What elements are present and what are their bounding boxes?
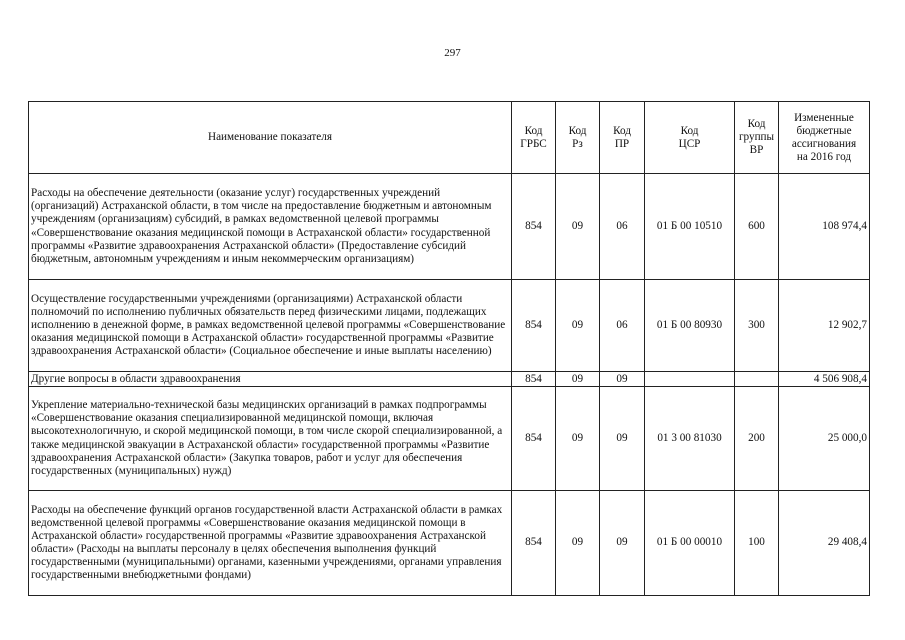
row-name: Расходы на обеспечение функций органов государственной власти Астраханской области в рамках ведомственной целевой программы «Совершенствование оказания медицинской помощи в Астраханской области» государственной программы «Развитие здравоохранения Астраханской области» (Расходы на выплаты персоналу в целях обеспечения выполнения функций государственными (муниципальными) органами, казенными учреждениями, органами управления государственными внебюджетными фондами) (29, 491, 512, 596)
header-rz: Код Рз (556, 102, 600, 174)
row-pr: 06 (600, 174, 645, 280)
table-row (29, 280, 870, 372)
row-amount: 4 506 908,4 (779, 372, 870, 387)
row-grbs: 854 (512, 372, 556, 387)
row-rz: 09 (556, 387, 600, 491)
row-pr: 09 (600, 491, 645, 596)
row-pr: 09 (600, 387, 645, 491)
header-name: Наименование показателя (29, 102, 512, 174)
row-amount: 29 408,4 (779, 491, 870, 596)
row-amount: 12 902,7 (779, 280, 870, 372)
row-amount: 25 000,0 (779, 387, 870, 491)
row-csr (645, 372, 735, 387)
table-header-row (29, 102, 870, 174)
row-vr: 100 (735, 491, 779, 596)
row-name: Расходы на обеспечение деятельности (оказание услуг) государственных учреждений (организаций) Астраханской области, в том числе на предоставление бюджетным и автономным учреждениям (организациям) субсидий, в рамках ведомственной целевой программы «Совершенствование оказания медицинской помощи в Астраханской области» государственной программы «Развитие здравоохранения Астраханской области» (Предоставление субсидий бюджетным, автономным учреждениям и иным некоммерческим организациям) (29, 174, 512, 280)
row-csr: 01 3 00 81030 (645, 387, 735, 491)
header-vr: Код группы ВР (735, 102, 779, 174)
row-rz: 09 (556, 491, 600, 596)
row-grbs: 854 (512, 387, 556, 491)
row-rz: 09 (556, 372, 600, 387)
row-rz: 09 (556, 280, 600, 372)
row-pr: 09 (600, 372, 645, 387)
row-grbs: 854 (512, 491, 556, 596)
header-pr: Код ПР (600, 102, 645, 174)
table-row (29, 174, 870, 280)
row-csr: 01 Б 00 00010 (645, 491, 735, 596)
page-number: 297 (444, 47, 461, 59)
row-vr: 600 (735, 174, 779, 280)
row-vr: 300 (735, 280, 779, 372)
table-row (29, 491, 870, 596)
row-grbs: 854 (512, 174, 556, 280)
row-name: Осуществление государственными учреждениями (организациями) Астраханской области полномочий по исполнению публичных обязательств перед физическими лицами, подлежащих исполнению в денежной форме, в рамках ведомственной целевой программы «Совершенствование оказания медицинской помощи в Астраханской области» государственной программы «Развитие здравоохранения Астраханской области» (Социальное обеспечение и иные выплаты населению) (29, 280, 512, 372)
row-name: Укрепление материально-технической базы медицинских организаций в рамках подпрограммы «Совершенствование оказания специализированной медицинской помощи, включая высокотехнологичную, и скорой медицинской помощи, в том числе скорой специализированной, а также медицинской эвакуации в Астраханской области» государственной программы «Развитие здравоохранения Астраханской области» (Закупка товаров, работ и услуг для обеспечения государственных (муниципальных) нужд) (29, 387, 512, 491)
budget-table (28, 101, 870, 596)
row-pr: 06 (600, 280, 645, 372)
header-amount: Измененные бюджетные ассигнования на 2016 год (779, 102, 870, 174)
row-amount: 108 974,4 (779, 174, 870, 280)
row-name: Другие вопросы в области здравоохранения (29, 372, 512, 387)
row-grbs: 854 (512, 280, 556, 372)
row-vr (735, 372, 779, 387)
table-row (29, 387, 870, 491)
row-csr: 01 Б 00 80930 (645, 280, 735, 372)
row-vr: 200 (735, 387, 779, 491)
row-rz: 09 (556, 174, 600, 280)
header-grbs: Код ГРБС (512, 102, 556, 174)
header-csr: Код ЦСР (645, 102, 735, 174)
row-csr: 01 Б 00 10510 (645, 174, 735, 280)
table-row (29, 372, 870, 387)
